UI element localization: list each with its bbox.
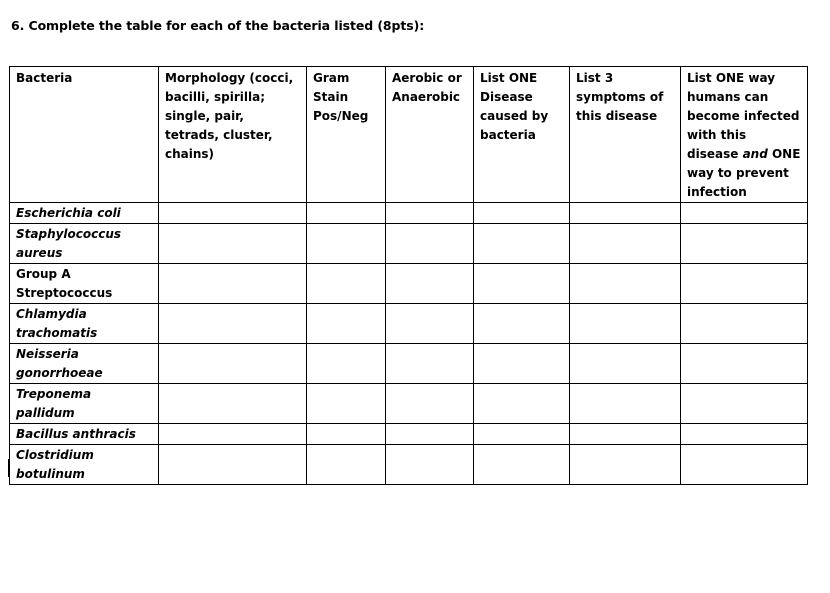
infection-cell[interactable] — [681, 424, 808, 445]
infection-cell[interactable] — [681, 344, 808, 384]
header-bacteria: Bacteria — [10, 67, 159, 203]
bacteria-name-cell: Staphylococcus aureus — [10, 224, 159, 264]
symptoms-cell[interactable] — [570, 264, 681, 304]
disease-cell[interactable] — [474, 224, 570, 264]
bacteria-name-cell: Clostridium botulinum — [10, 445, 159, 485]
bacteria-name-cell: Escherichia coli — [10, 203, 159, 224]
infection-cell[interactable] — [681, 203, 808, 224]
infection-cell[interactable] — [681, 264, 808, 304]
symptoms-cell[interactable] — [570, 224, 681, 264]
symptoms-cell[interactable] — [570, 344, 681, 384]
symptoms-cell[interactable] — [570, 384, 681, 424]
morphology-cell[interactable] — [159, 424, 307, 445]
disease-cell[interactable] — [474, 424, 570, 445]
header-gram-stain: Gram Stain Pos/Neg — [307, 67, 386, 203]
morphology-cell[interactable] — [159, 203, 307, 224]
aerobic-cell[interactable] — [386, 424, 474, 445]
header-row — [10, 67, 808, 203]
gram-stain-cell[interactable] — [307, 344, 386, 384]
gram-stain-cell[interactable] — [307, 384, 386, 424]
gram-stain-cell[interactable] — [307, 424, 386, 445]
aerobic-cell[interactable] — [386, 445, 474, 485]
header-infection-and: and — [742, 147, 768, 161]
symptoms-cell[interactable] — [570, 445, 681, 485]
table-row — [10, 304, 808, 344]
infection-cell[interactable] — [681, 384, 808, 424]
bacteria-name-cell: Bacillus anthracis — [10, 424, 159, 445]
table-row — [10, 424, 808, 445]
symptoms-cell[interactable] — [570, 203, 681, 224]
header-morphology: Morphology (cocci, bacilli, spirilla; single, pair, tetrads, cluster, chains) — [159, 67, 307, 203]
header-infection-part1: List ONE way humans can become infected with this disease — [687, 71, 800, 161]
gram-stain-cell[interactable] — [307, 203, 386, 224]
table-row — [10, 203, 808, 224]
bacteria-table — [9, 66, 808, 485]
morphology-cell[interactable] — [159, 304, 307, 344]
header-infection — [681, 67, 808, 203]
disease-cell[interactable] — [474, 344, 570, 384]
symptoms-cell[interactable] — [570, 304, 681, 344]
disease-cell[interactable] — [474, 264, 570, 304]
aerobic-cell[interactable] — [386, 344, 474, 384]
morphology-cell[interactable] — [159, 344, 307, 384]
table-row — [10, 264, 808, 304]
bacteria-name-cell: Neisseria gonorrhoeae — [10, 344, 159, 384]
gram-stain-cell[interactable] — [307, 264, 386, 304]
morphology-cell[interactable] — [159, 264, 307, 304]
aerobic-cell[interactable] — [386, 203, 474, 224]
bacteria-name-cell: Group A Streptococcus — [10, 264, 159, 304]
table-row — [10, 445, 808, 485]
disease-cell[interactable] — [474, 445, 570, 485]
gram-stain-cell[interactable] — [307, 445, 386, 485]
infection-cell[interactable] — [681, 224, 808, 264]
disease-cell[interactable] — [474, 304, 570, 344]
bacteria-name-cell: Treponema pallidum — [10, 384, 159, 424]
header-disease: List ONE Disease caused by bacteria — [474, 67, 570, 203]
aerobic-cell[interactable] — [386, 304, 474, 344]
aerobic-cell[interactable] — [386, 224, 474, 264]
gram-stain-cell[interactable] — [307, 224, 386, 264]
table-row — [10, 384, 808, 424]
infection-cell[interactable] — [681, 304, 808, 344]
infection-cell[interactable] — [681, 445, 808, 485]
table-row — [10, 224, 808, 264]
symptoms-cell[interactable] — [570, 424, 681, 445]
morphology-cell[interactable] — [159, 224, 307, 264]
question-title: 6. Complete the table for each of the bacteria listed (8pts): — [11, 18, 425, 33]
header-infection-part2: ONE way to prevent infection — [687, 147, 801, 199]
gram-stain-cell[interactable] — [307, 304, 386, 344]
morphology-cell[interactable] — [159, 445, 307, 485]
table-body — [10, 203, 808, 485]
disease-cell[interactable] — [474, 384, 570, 424]
aerobic-cell[interactable] — [386, 384, 474, 424]
morphology-cell[interactable] — [159, 384, 307, 424]
header-aerobic: Aerobic or Anaerobic — [386, 67, 474, 203]
aerobic-cell[interactable] — [386, 264, 474, 304]
disease-cell[interactable] — [474, 203, 570, 224]
header-symptoms: List 3 symptoms of this disease — [570, 67, 681, 203]
bacteria-name-cell: Chlamydia trachomatis — [10, 304, 159, 344]
text-cursor — [8, 459, 9, 477]
table-row — [10, 344, 808, 384]
